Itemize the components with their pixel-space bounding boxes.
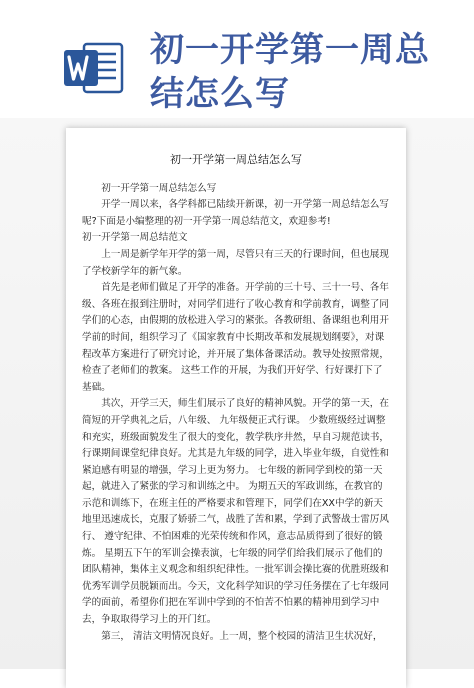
document-body: [82, 152, 390, 645]
document-header: [0, 0, 474, 120]
paragraph: 首先是老师们做足了开学的准备。开学前的三十号、三十一号、各年级、各班在报到注册时，对同学们进行了收心教育和学前教育，调整了同学们的心态，由假期的放松进入学习的紧张。各教研组、备课组也利用开学前的时间，组织学习了《国家教育中长期改革和发展规划纲要》，对课程改革方案进行了研究讨论，并开展了集体备课活动。教导处按照常规，检查了老师们的教案。 这些工作的开展，为我们开好学、行好课打下了基础。: [82, 282, 389, 393]
page-title: 初一开学第一周总结怎么写: [150, 30, 430, 114]
paragraph: 初一开学第一周总结怎么写: [101, 182, 217, 194]
document-page: [66, 128, 406, 688]
paragraph: 第三， 清洁文明情况良好。上一周，整个校园的清洁卫生状况好，: [101, 630, 383, 642]
word-icon: [62, 36, 126, 100]
paragraph: 开学一周以来，各学科都已陆续开新课，初一开学第一周总结怎么写呢?下面是小编整理的初一开学第一周总结范文，欢迎参考!: [82, 199, 389, 227]
paragraph: 其次，开学三天，师生们展示了良好的精神风貌。开学的第一天，在简短的开学典礼之后，八年级、 九年级便正式行课。 少数班级经过调整和充实，班级面貌发生了很大的变化，教学秩序井然，早自习规范读书，行课期间课堂纪律良好。尤其是九年级的同学，进入毕业年级，自觉性和紧迫感有明显的增强，学习上更为努力。 七年级的新同学到校的第一天起，就进入了紧张的学习和训练之中。 为期五天的军政训练，在教官的示范和训练下，在班主任的严格要求和管理下，同学们在XX中学的新天地里迅速成长，克服了娇骄二气，战胜了苦和累，学到了武警战士雷厉风行、 遵守纪律、不怕困难的光荣传统和作风，意志品质得到了很好的锻炼。 星期五下午的军训会操表演，七年级的同学们给我们展示了他们的团队精神，集体主义观念和组织纪律性。一批军训会操比赛的优胜班级和优秀军训学员脱颖而出。今天，文化科学知识的学习任务摆在了七年级同学的面前，希望你们把在军训中学到的不怕苦不怕累的精神用到学习中去，争取取得学习上的开门红。: [82, 398, 389, 626]
document-title: 初一开学第一周总结怎么写: [170, 153, 302, 166]
paragraph: 上一周是新学年开学的第一周，尽管只有三天的行课时间，但也展现了学校新学年的新气象。: [82, 248, 389, 277]
section-heading: 初一开学第一周总结范文: [82, 232, 188, 244]
